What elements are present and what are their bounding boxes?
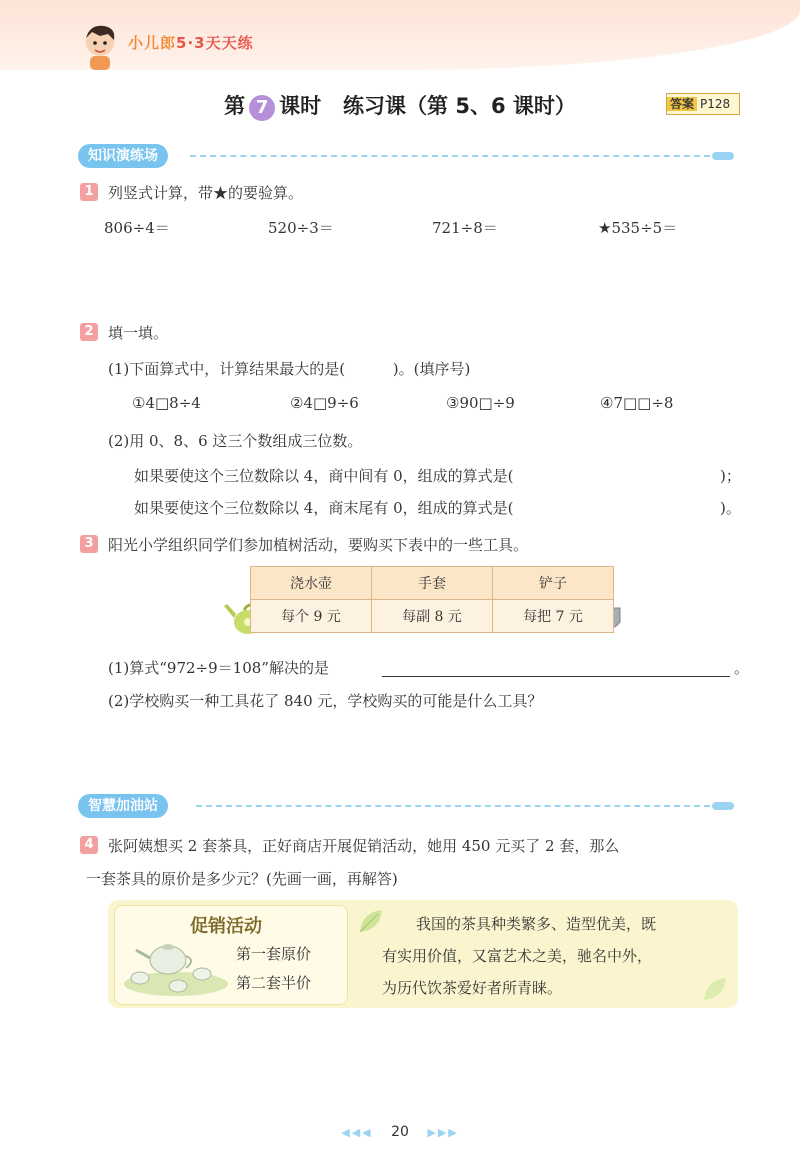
question-part: (1)下面算式中，计算结果最大的是( )。(填序号) bbox=[108, 360, 471, 378]
table-header-cell: 浇水壶 bbox=[251, 567, 372, 600]
option-item: ④7□□÷8 bbox=[600, 394, 674, 412]
question-prompt: 列竖式计算，带★的要验算。 bbox=[108, 184, 304, 202]
sentence-end: 。 bbox=[734, 659, 750, 677]
question-prompt: 填一填。 bbox=[108, 324, 169, 342]
tea-text-line: 有实用价值，又富艺术之美，驰名中外， bbox=[382, 947, 653, 965]
table-cell: 每把 7 元 bbox=[493, 600, 614, 633]
fill-in-line: 如果要使这个三位数除以 4，商末尾有 0，组成的算式是( bbox=[134, 499, 514, 517]
title-suffix: 课时 练习课（第 5、6 课时） bbox=[279, 94, 576, 118]
answer-reference bbox=[666, 93, 740, 115]
table-cell: 每个 9 元 bbox=[251, 600, 372, 633]
brand-series: 5·3天天练 bbox=[176, 34, 254, 52]
question-part: (1)算式“972÷9＝108”解决的是 bbox=[108, 659, 329, 677]
boy-mascot-icon bbox=[78, 22, 122, 70]
tools-price-table bbox=[250, 566, 614, 633]
section-divider bbox=[196, 805, 710, 807]
expression-item: ★535÷5＝ bbox=[598, 219, 678, 237]
brand-logo bbox=[128, 32, 254, 53]
question-prompt: 阳光小学组织同学们参加植树活动，要购买下表中的一些工具。 bbox=[108, 536, 529, 554]
option-item: ②4□9÷6 bbox=[290, 394, 359, 412]
option-item: ①4□8÷4 bbox=[132, 394, 201, 412]
promo-title: 促销活动 bbox=[190, 916, 262, 937]
question-text: 一套茶具的原价是多少元？(先画一画，再解答) bbox=[86, 870, 398, 888]
expression-item: 721÷8＝ bbox=[432, 219, 498, 237]
fill-in-line-end: )。 bbox=[720, 499, 741, 517]
option-item: ③90□÷9 bbox=[446, 394, 515, 412]
section-divider-end bbox=[712, 802, 734, 810]
expression-item: 806÷4＝ bbox=[104, 219, 170, 237]
section-divider bbox=[190, 155, 710, 157]
answer-label: 答案 bbox=[667, 97, 697, 111]
question-number: 2 bbox=[80, 323, 98, 341]
section-tag-challenge: 智慧加油站 bbox=[78, 794, 168, 818]
table-row bbox=[251, 600, 614, 633]
brand-name: 小儿郎 bbox=[128, 34, 177, 52]
page-number bbox=[0, 1124, 800, 1140]
tea-text-line: 我国的茶具种类繁多、造型优美，既 bbox=[416, 915, 657, 933]
arrow-right-icon: ▶▶▶ bbox=[427, 1126, 459, 1139]
table-header-row bbox=[251, 567, 614, 600]
tea-set-icon bbox=[118, 930, 230, 1000]
section-divider-end bbox=[712, 152, 734, 160]
lesson-number-badge: 7 bbox=[249, 95, 275, 121]
page-number-value: 20 bbox=[391, 1124, 409, 1140]
table-header-cell: 铲子 bbox=[493, 567, 614, 600]
question-number: 1 bbox=[80, 183, 98, 201]
leaf-icon bbox=[700, 974, 730, 1004]
fill-in-line-end: )； bbox=[720, 467, 741, 485]
arrow-left-icon: ◀◀◀ bbox=[341, 1126, 373, 1139]
title-prefix: 第 bbox=[224, 94, 246, 118]
table-header-cell: 手套 bbox=[372, 567, 493, 600]
expression-item: 520÷3＝ bbox=[268, 219, 334, 237]
question-number: 4 bbox=[80, 836, 98, 854]
promo-rule: 第一套原价 bbox=[236, 945, 312, 963]
section-tag-practice: 知识演练场 bbox=[78, 144, 168, 168]
question-part: (2)学校购买一种工具花了 840 元，学校购买的可能是什么工具？ bbox=[108, 692, 543, 710]
answer-page: P128 bbox=[700, 97, 731, 111]
tea-culture-text bbox=[382, 908, 722, 1004]
tea-text-line: 为历代饮茶爱好者所青睐。 bbox=[382, 979, 563, 997]
question-number: 3 bbox=[80, 535, 98, 553]
fill-in-line: 如果要使这个三位数除以 4，商中间有 0，组成的算式是( bbox=[134, 467, 514, 485]
question-text: 张阿姨想买 2 套茶具，正好商店开展促销活动，她用 450 元买了 2 套，那么 bbox=[108, 837, 620, 855]
table-cell: 每副 8 元 bbox=[372, 600, 493, 633]
question-part: (2)用 0、8、6 这三个数组成三位数。 bbox=[108, 432, 363, 450]
answer-blank-line bbox=[382, 658, 730, 677]
promo-rule: 第二套半价 bbox=[236, 974, 312, 992]
